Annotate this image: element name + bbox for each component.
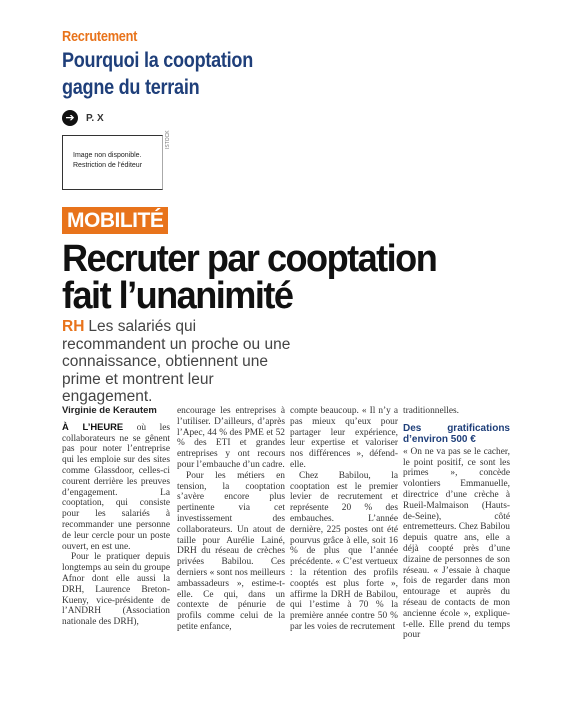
- article-title-line2: fait l’unanimité: [62, 275, 293, 317]
- image-placeholder: [62, 135, 163, 190]
- sidebar-headline-line2: gagne du terrain: [62, 76, 200, 99]
- lead-in: À L’HEURE: [62, 420, 124, 432]
- article-column-4: [403, 406, 510, 641]
- article-subhead: Des gratifications d’environ 500 €: [403, 422, 510, 445]
- sidebar-headline[interactable]: [62, 47, 268, 101]
- article-title-line1: Recruter par cooptation: [62, 238, 437, 280]
- paragraph: « On ne va pas se le cacher, le point positif, ce sont les primes », concède volontiers Emmanuelle, directrice d’une crèche à Rueil-Malmaison (Hauts-de-Seine), côté entremetteurs. Chez Babilou depuis quatre ans, elle a déjà coopté près d’une dizaine de personnes de son réseau. « J’essaie à chaque fois de regarder dans mon entourage et auprès du réseau de contacts de mon ancienne école », explique-t-elle. Elle prend du temps pour: [403, 446, 510, 641]
- sidebar-headline-line1: Pourquoi la cooptation: [62, 49, 253, 72]
- sidebar-kicker: Recrutement: [62, 28, 138, 45]
- article-column-2: [177, 406, 285, 633]
- article-column-3: [290, 406, 398, 633]
- paragraph: encourage les entreprises à l’utiliser. D’ailleurs, d’après l’Apec, 44 % des PME et 52 % des ETI et grandes entreprises y ont recours pour l’embauche d’un cadre.: [177, 406, 285, 470]
- photo-credit: ISTOCK: [165, 130, 171, 149]
- paragraph: [62, 422, 170, 553]
- paragraph: compte beaucoup. « Il n’y a pas mieux qu’eux pour partager leur expérience, leur expertise et valoriser nos différences », défend-elle.: [290, 406, 398, 470]
- paragraph: Pour le pratiquer depuis longtemps au sein du groupe Afnor dont elle aussi la DRH, Laurence Breton-Kueny, vice-présidente de l’ANDRH (Association nationale des DRH),: [62, 552, 170, 628]
- article-title: [62, 238, 509, 317]
- arrow-right-icon[interactable]: ➔: [62, 110, 78, 126]
- image-unavailable-line2: Restriction de l'éditeur: [73, 162, 143, 169]
- article-column-1: [62, 406, 170, 628]
- section-tag: MOBILITÉ: [62, 207, 168, 234]
- paragraph: Pour les métiers en tension, la cooptation s’avère encore plus pertinente via cet investissement des collaborateurs. Un atout de taille pour Aurélie Lainé, DRH du réseau de crèches privées Babilou. Ces derniers « sont nos meilleurs ambassadeurs », estime-t-elle. Ce qui, dans un contexte de pénurie de profils comme celui de la petite enfance,: [177, 470, 285, 632]
- paragraph: traditionnelles.: [403, 406, 459, 416]
- sidebar-author: P. X: [86, 112, 104, 124]
- article-deck: [62, 318, 292, 406]
- image-unavailable-text: [73, 151, 142, 171]
- paragraph-text: où les collaborateurs ne se gênent pas pour noter l’entreprise qui les emploie sur des sites comme Glassdoor, celles-ci courent derrière les preuves d’engagement. La cooptation, qui consiste pour les salariés à recommander une personne de leur cercle pour un poste ouvert, en est une.: [62, 422, 171, 552]
- deck-rh-label: RH: [62, 318, 85, 335]
- sidebar-header: [62, 28, 302, 101]
- article-byline: Virginie de Kerautem: [62, 405, 157, 416]
- deck-text: Les salariés qui recommandent un proche ou une connaissance, obtiennent une prime et montrent leur engagement.: [62, 318, 291, 405]
- sidebar-author-row: [62, 110, 104, 126]
- image-unavailable-line1: Image non disponible.: [73, 152, 142, 159]
- paragraph: Chez Babilou, la cooptation est le premier levier de recrutement et représente 20 % des embauches. L’année dernière, 225 postes ont été pourvus grâce à elle, soit 16 % de plus que l’année précédente. « C’est vertueux : la rétention des profils cooptés est plus forte », affirme la DRH de Babilou, qui l’estime à 70 % la première année contre 50 % par les voies de recrutement: [290, 470, 398, 632]
